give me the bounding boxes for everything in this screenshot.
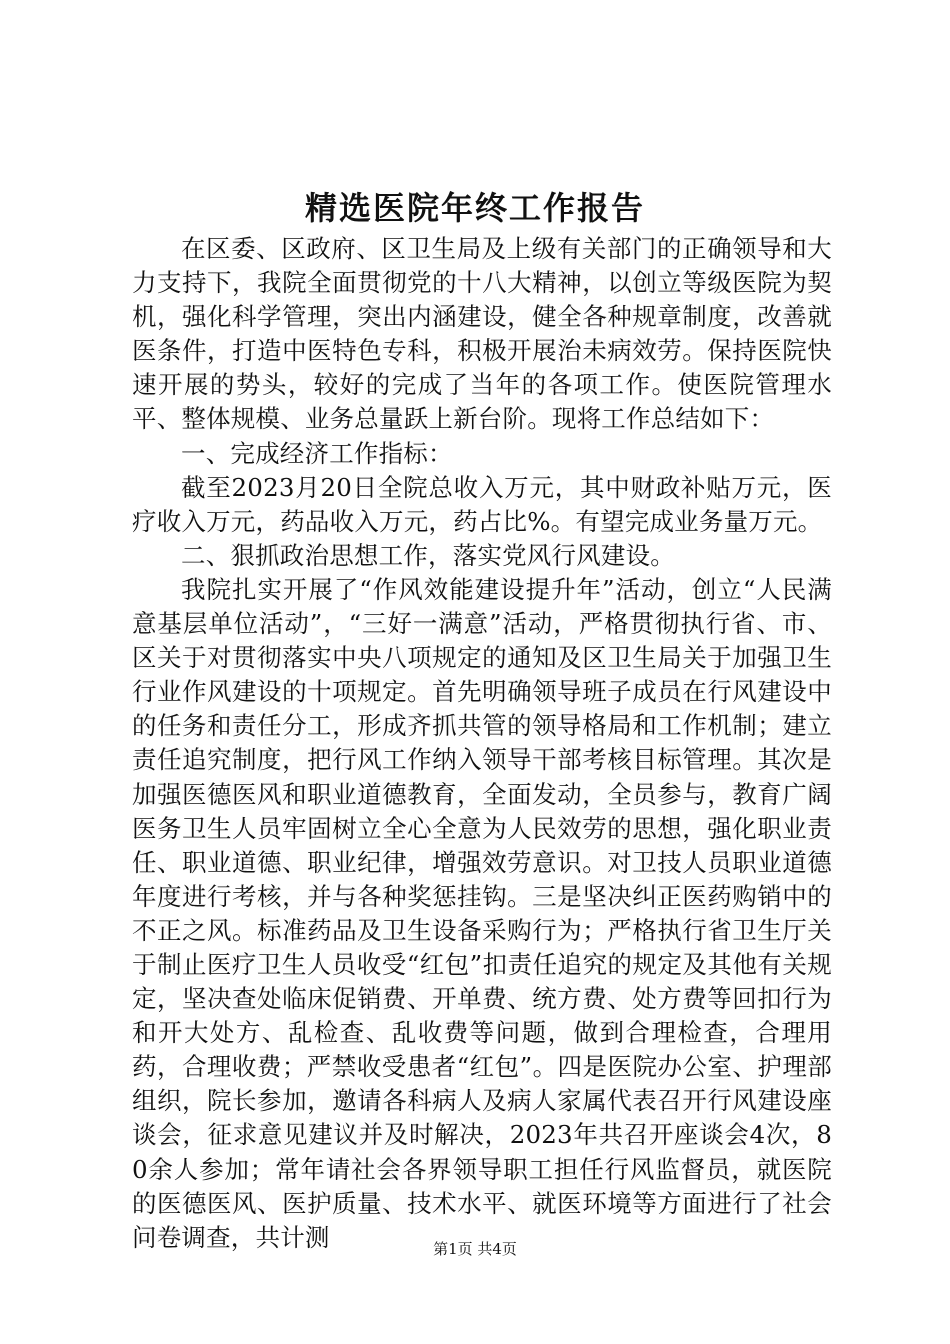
section-heading-political-work: 二、狠抓政治思想工作，落实党风行风建设。 (181, 540, 675, 570)
page-footer: 第1页 共4页 (433, 1240, 517, 1258)
document-body (132, 232, 832, 1255)
political-work-paragraph: 我院扎实开展了“作风效能建设提升年”活动，创立“人民满意基层单位活动”，“三好一满意”活动，严格贯彻执行省、市、区关于对贯彻落实中央八项规定的通知及区卫生局关于加强卫生行业作风建设的十项规定。首先明确领导班子成员在行风建设中的任务和责任分工，形成齐抓共管的领导格局和工作机制；建立责任追究制度，把行风工作纳入领导干部考核目标管理。其次是加强医德医风和职业道德教育，全面发动，全员参与，教育广阔医务卫生人员牢固树立全心全意为人民效劳的思想，强化职业责任、职业道德、职业纪律，增强效劳意识。对卫技人员职业道德年度进行考核，并与各种奖惩挂钩。三是坚决纠正医药购销中的不正之风。标准药品及卫生设备采购行为；严格执行省卫生厅关于制止医疗卫生人员收受“红包”扣责任追究的规定及其他有关规定，坚决查处临床促销费、开单费、统方费、处方费等回扣行为和开大处方、乱检查、乱收费等问题，做到合理检查，合理用药，合理收费；严禁收受患者“红包”。四是医院办公室、护理部组织，院长参加，邀请各科病人及病人家属代表召开行风建设座谈会，征求意见建议并及时解决，2023年共召开座谈会4次，80余人参加；常年请社会各界领导职工担任行风监督员，就医院的医德医风、医护质量、技术水平、就医环境等方面进行了社会问卷调查，共计测 (132, 574, 832, 1252)
document-title: 精选医院年终工作报告 (304, 189, 645, 227)
intro-paragraph: 在区委、区政府、区卫生局及上级有关部门的正确领导和大力支持下，我院全面贯彻党的十八大精神，以创立等级医院为契机，强化科学管理，突出内涵建设，健全各种规章制度，改善就医条件，打造中医特色专科，积极开展治未病效劳。保持医院快速开展的势头，较好的完成了当年的各项工作。使医院管理水平、整体规模、业务总量跃上新台阶。现将工作总结如下： (132, 234, 832, 434)
section-heading-economic-targets: 一、完成经济工作指标： (181, 438, 453, 468)
economic-targets-paragraph: 截至2023月20日全院总收入万元，其中财政补贴万元，医疗收入万元，药品收入万元，药占比%。有望完成业务量万元。 (132, 472, 832, 536)
